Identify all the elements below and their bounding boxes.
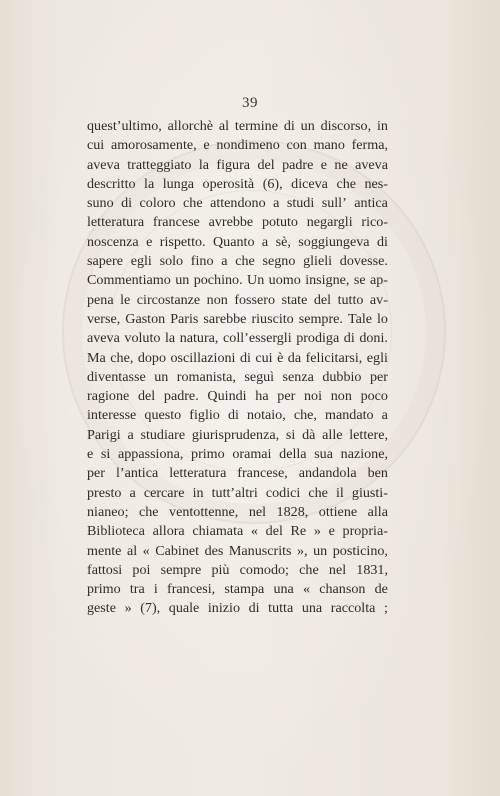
text-line: mente al « Cabinet des Manuscrits », un posticino,: [87, 542, 388, 559]
text-line: per l’antica letteratura francese, andandola ben: [87, 465, 388, 482]
text-line: suno di coloro che attendono a studi sull’ antica: [87, 195, 388, 212]
page-number: 39: [242, 95, 258, 111]
text-line: descritto la lunga operosità (6), diceva che nes-: [87, 175, 388, 192]
body-text: [87, 117, 388, 619]
text-line: aveva tratteggiato la figura del padre e ne aveva: [87, 156, 388, 173]
text-line: quest’ultimo, allorchè al termine di un discorso, in: [87, 118, 388, 134]
text-line: cui amorosamente, e nondimeno con mano ferma,: [87, 137, 388, 154]
text-line: diventasse un romanista, seguì senza dubbio per: [87, 368, 388, 385]
text-line: Ma che, dopo oscillazioni di cui è da felicitarsi, egli: [87, 349, 388, 366]
text-line: noscenza e rispetto. Quanto a sè, soggiungeva di: [87, 233, 388, 250]
text-line: pena le circostanze non fossero state del tutto av-: [87, 291, 388, 308]
text-line: ragione del padre. Quindi ha per noi non poco: [87, 388, 388, 405]
text-line: Parigi a studiare giurisprudenza, si dà alle lettere,: [87, 426, 388, 443]
text-line: primo tra i francesi, stampa una « chanson de: [87, 581, 388, 598]
text-line: interesse questo figlio di notaio, che, mandato a: [87, 407, 388, 424]
text-line: nianeo; che ventottenne, nel 1828, ottiene alla: [87, 503, 388, 520]
text-line: verse, Gaston Paris sarebbe riuscito sempre. Tale lo: [87, 310, 388, 327]
text-line: sapere egli solo fino a che segno glieli dovesse.: [87, 253, 388, 270]
text-line: letteratura francese avrebbe potuto negargli rico-: [87, 214, 388, 231]
text-line: aveva voluto la natura, coll’essergli prodiga di doni.: [87, 330, 388, 347]
text-line: geste » (7), quale inizio di tutta una raccolta ;: [87, 600, 388, 617]
text-line: Biblioteca allora chiamata « del Re » e propria-: [87, 523, 388, 540]
text-line: fattosi poi sempre più comodo; che nel 1831,: [87, 561, 388, 578]
text-line: presto a cercare in tutt’altri codici che il giusti-: [87, 484, 388, 501]
text-line: e si appassiona, primo oramai della sua nazione,: [87, 446, 388, 463]
text-line: Commentiamo un pochino. Un uomo insigne, se ap-: [87, 272, 388, 289]
